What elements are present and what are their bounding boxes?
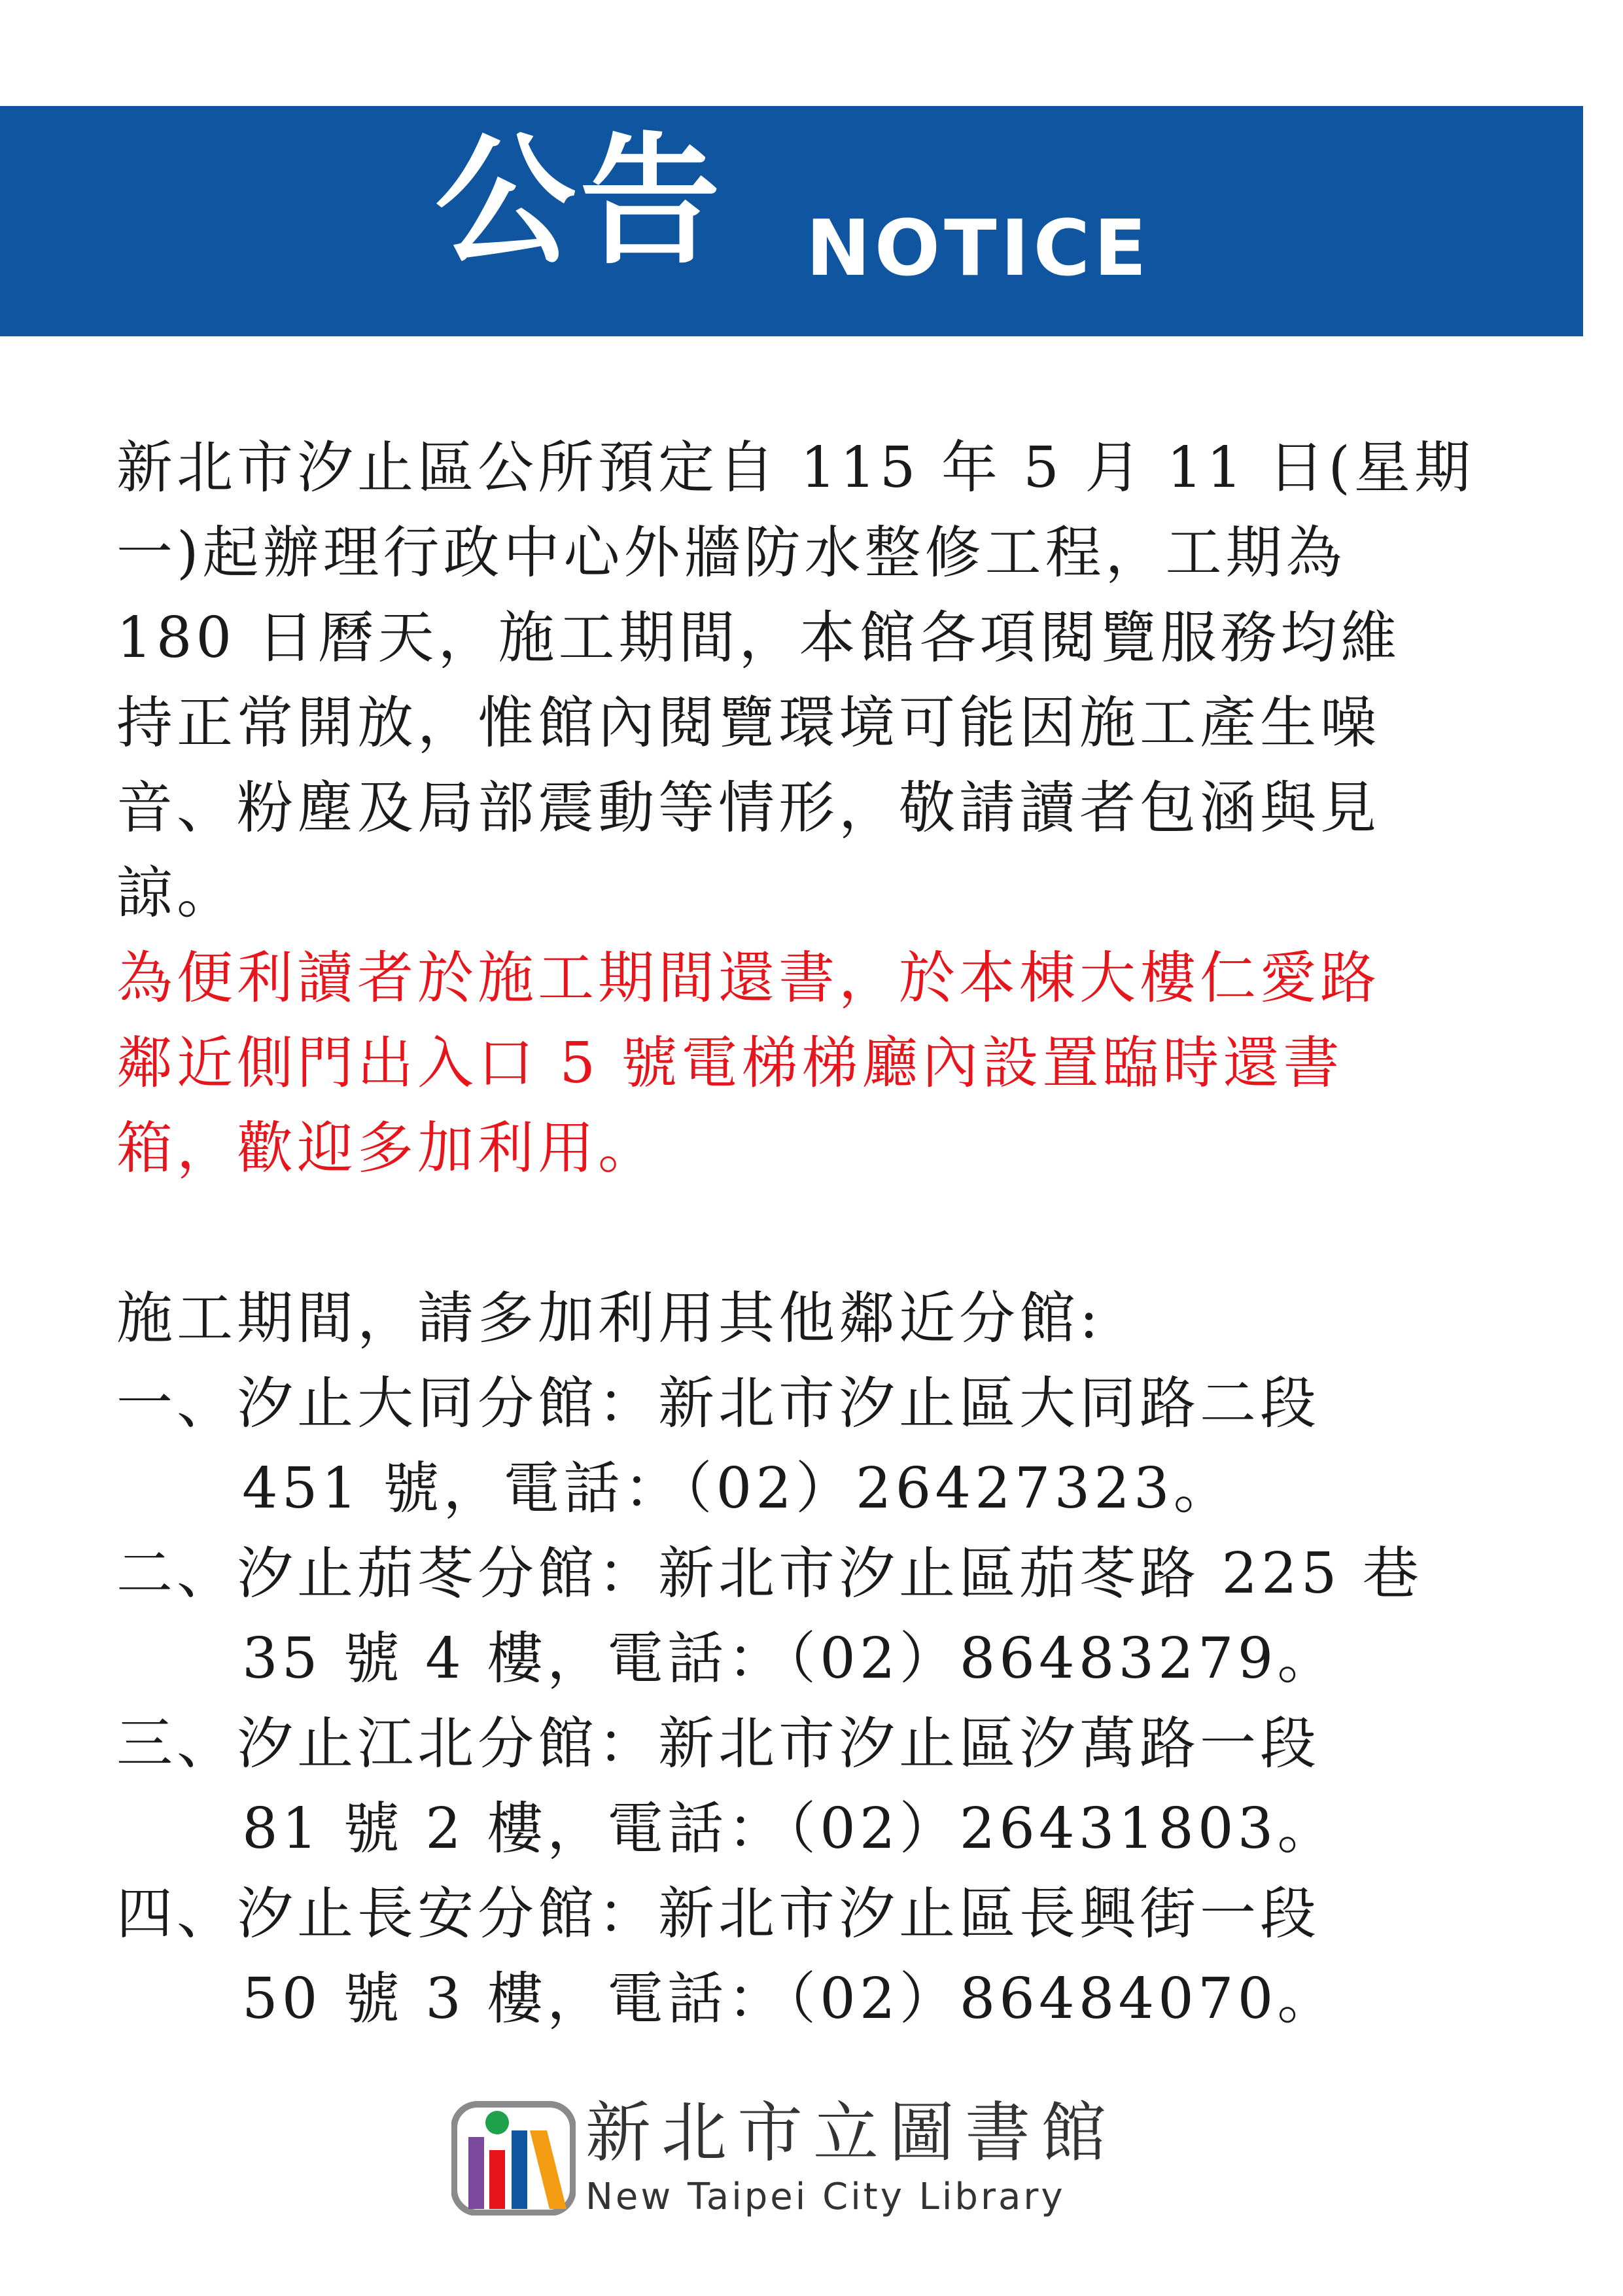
branch-item-line2: 451 號，電話：（02）26427323。: [242, 1456, 1234, 1521]
branch-item-line2: 81 號 2 樓，電話：（02）26431803。: [242, 1796, 1338, 1862]
branch-item-line1: 一、汐止大同分館：新北市汐止區大同路二段: [116, 1371, 1320, 1436]
branch-item-line1: 二、汐止茄苳分館：新北市汐止區茄苳路 225 巷: [116, 1541, 1423, 1606]
highlight-line: 為便利讀者於施工期間還書，於本棟大樓仁愛路: [116, 945, 1380, 1011]
paragraph-line: 音、粉塵及局部震動等情形，敬請讀者包涵與見: [116, 775, 1380, 841]
paragraph-line: 180 日曆天，施工期間，本館各項閱覽服務均維: [116, 605, 1401, 671]
library-name-en: New Taipei City Library: [585, 2176, 1066, 2218]
branch-item-line1: 四、汐止長安分館：新北市汐止區長興街一段: [116, 1881, 1320, 1947]
library-name-cn: 新北市立圖書館: [585, 2094, 1117, 2171]
branch-list-intro: 施工期間，請多加利用其他鄰近分館:: [116, 1286, 1102, 1351]
library-logo-icon: [451, 2091, 576, 2216]
paragraph-line: 新北市汐止區公所預定自 115 年 5 月 11 日(星期: [116, 435, 1475, 501]
paragraph-line: 一)起辦理行政中心外牆防水整修工程，工期為: [116, 520, 1346, 586]
paragraph-line: 持正常開放，惟館內閱覽環境可能因施工產生噪: [116, 690, 1380, 756]
highlight-line: 箱，歡迎多加利用。: [116, 1116, 658, 1181]
notice-title: 公告: [435, 119, 724, 283]
paragraph-line: 諒。: [116, 860, 237, 926]
notice-banner: [0, 106, 1583, 336]
notice-subtitle: NOTICE: [806, 203, 1151, 293]
branch-item-line2: 35 號 4 樓，電話：（02）86483279。: [242, 1626, 1338, 1691]
highlight-line: 鄰近側門出入口 5 號電梯梯廳內設置臨時還書: [116, 1031, 1344, 1096]
branch-item-line1: 三、汐止江北分館：新北市汐止區汐萬路一段: [116, 1711, 1320, 1776]
branch-item-line2: 50 號 3 樓，電話：（02）86484070。: [242, 1966, 1338, 2032]
